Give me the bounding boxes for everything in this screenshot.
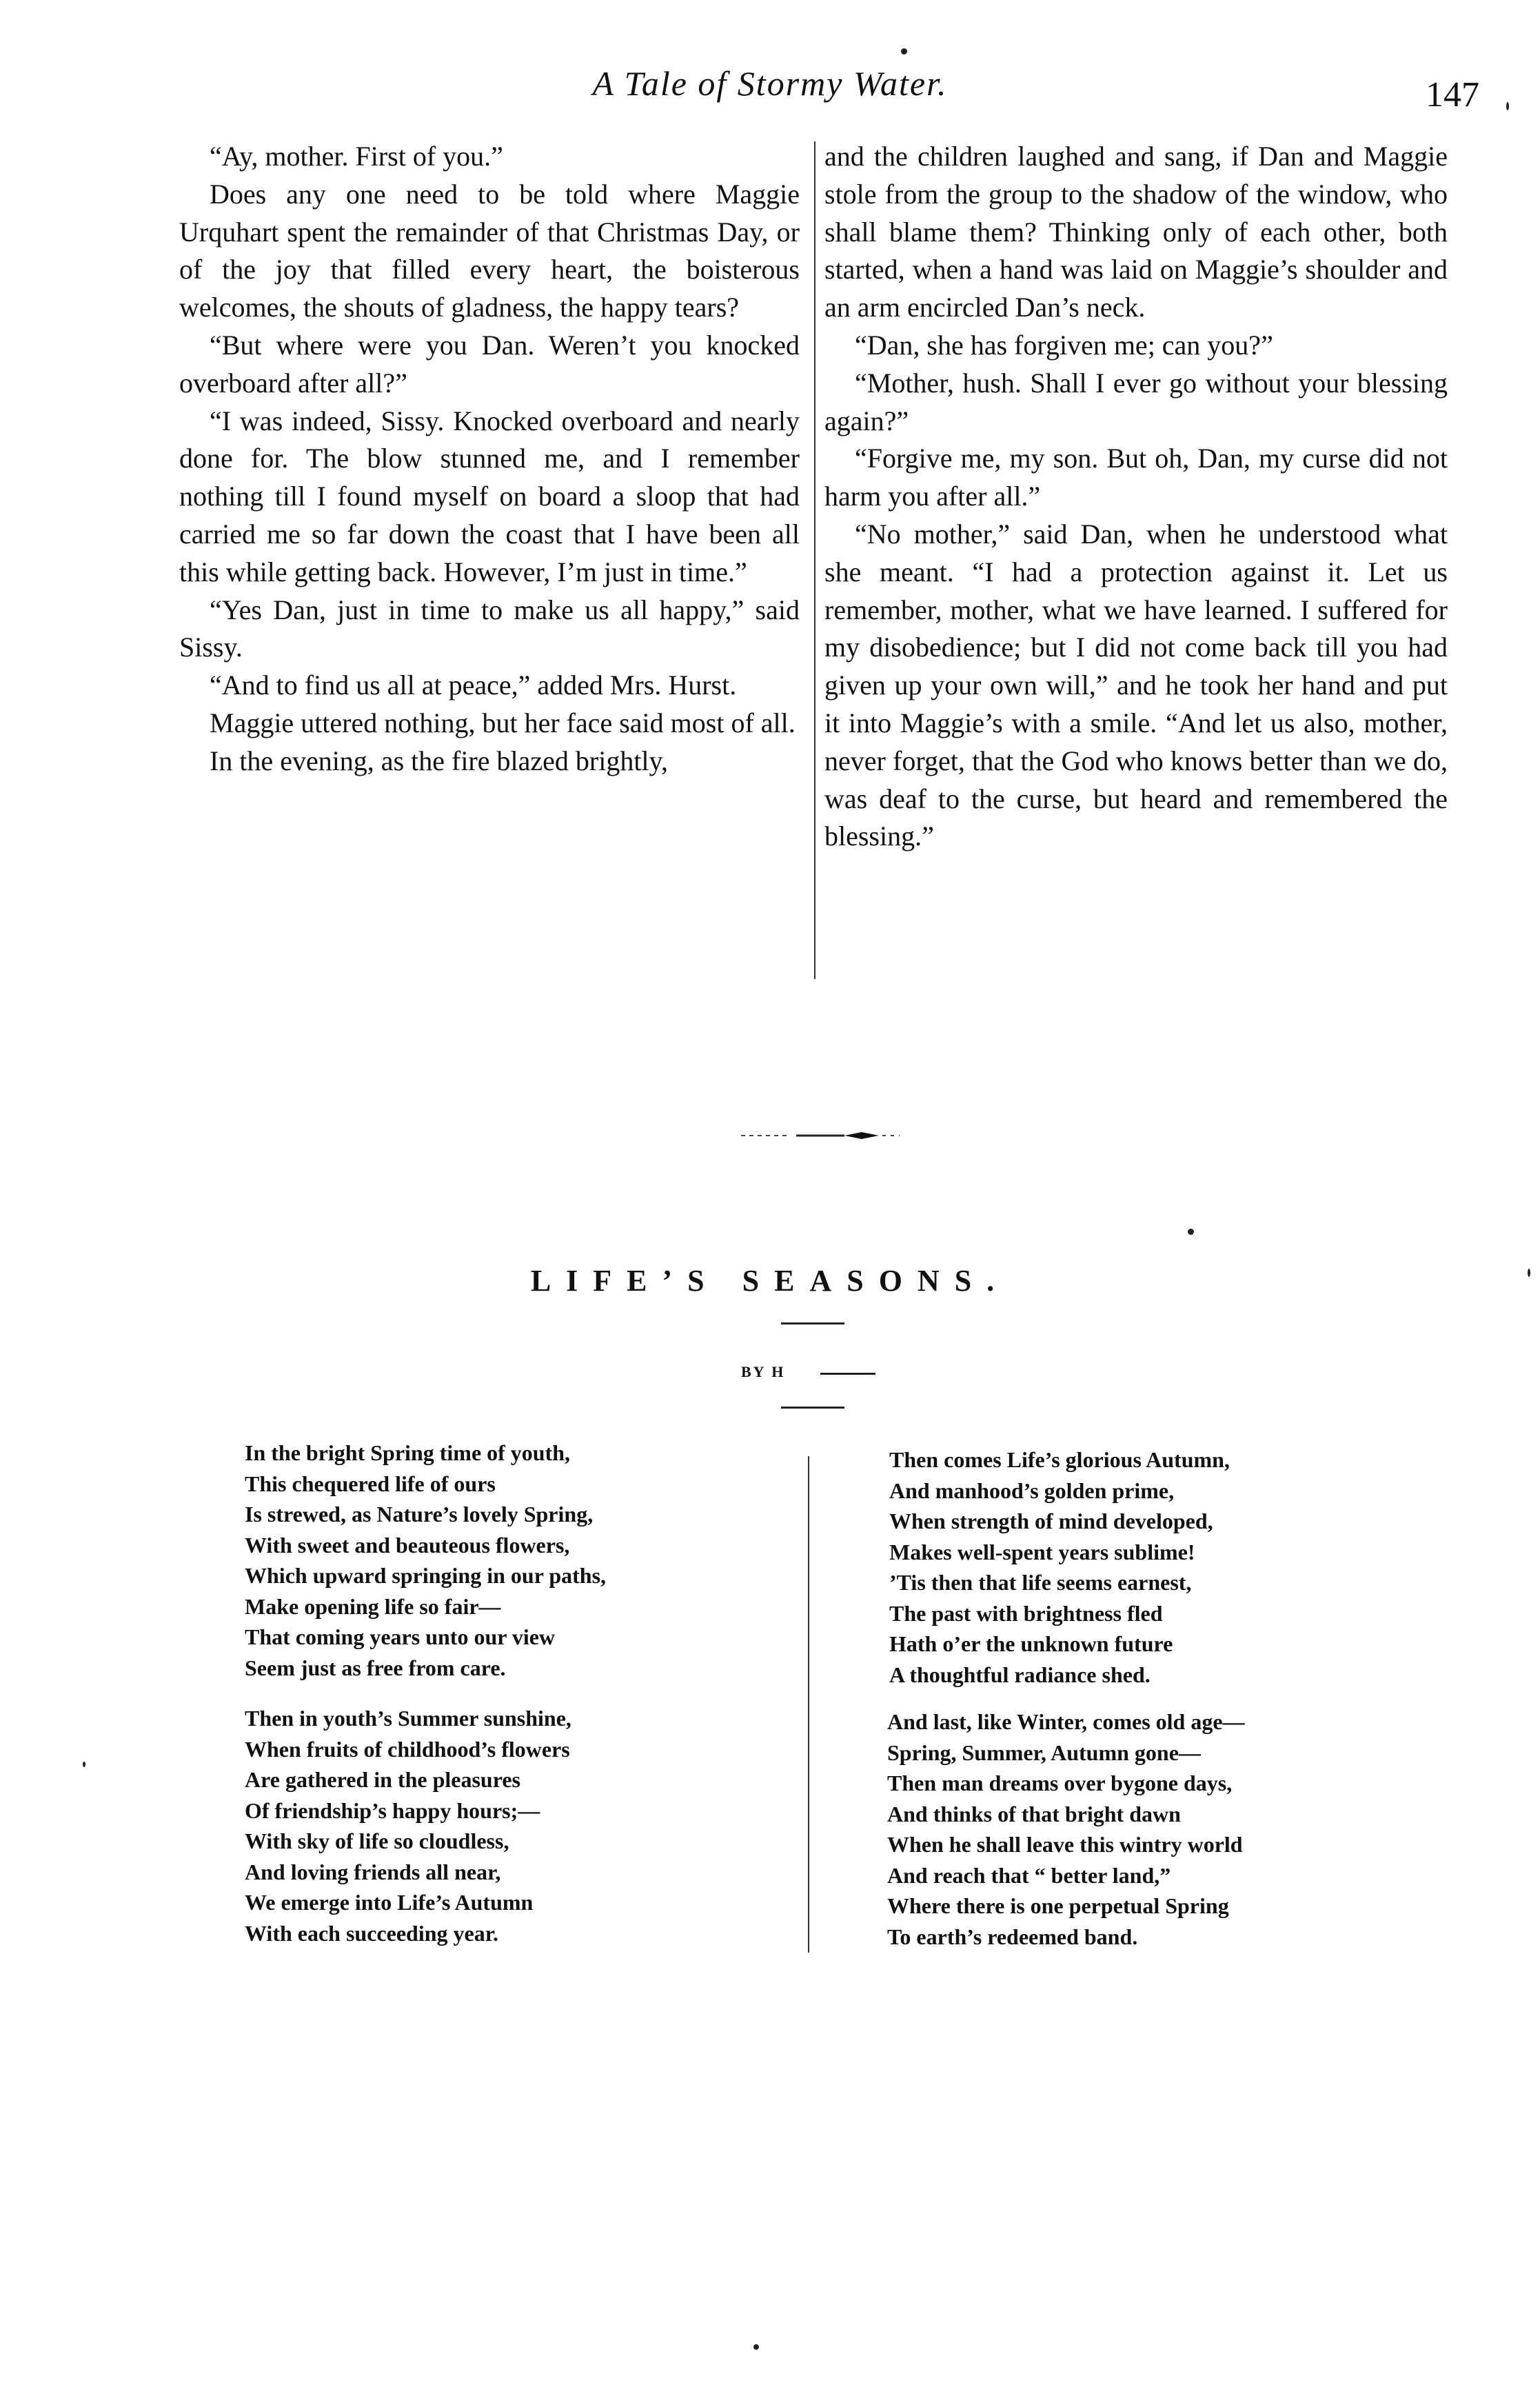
poem-line: We emerge into Life’s Autumn <box>245 1890 534 1915</box>
ink-speck <box>901 48 907 54</box>
poem-line: Are gathered in the pleasures <box>245 1767 520 1792</box>
poem-column-divider <box>808 1456 809 1953</box>
poem-line: Makes well-spent years sublime! <box>889 1539 1195 1564</box>
paragraph: Does any one need to be told where Maggie Urquhart spent the remainder of that Christmas Day, or of the joy that filled every heart, the boisterous welcomes, the shouts of gladness, the happy tears? <box>179 178 800 323</box>
title-rule <box>781 1322 844 1324</box>
poem-line: Where there is one perpetual Spring <box>887 1893 1229 1918</box>
poem-line: And reach that “ better land,” <box>887 1862 1171 1888</box>
ink-speck <box>1188 1229 1194 1235</box>
paragraph-continuation: and the children laughed and sang, if Dan and Maggie stole from the group to the shadow of the window, who shall blame them? Thinking only of each other, both started, when a hand was laid on Maggie’s shoulder and an arm encircled Dan’s neck. <box>824 141 1448 323</box>
poem-line: Then in youth’s Summer sunshine, <box>245 1706 571 1731</box>
ink-speck <box>753 2344 759 2350</box>
poem-line: And manhood’s golden prime, <box>889 1478 1175 1503</box>
poem-line: When strength of mind developed, <box>889 1509 1213 1533</box>
poem-line: Then man dreams over bygone days, <box>887 1771 1233 1795</box>
poem-stanza-4 <box>887 1706 1245 1952</box>
poem-line: That coming years unto our view <box>245 1624 556 1649</box>
paragraph: “Ay, mother. First of you.” <box>210 141 503 172</box>
story-column-left <box>179 138 800 780</box>
poem-line: Make opening life so fair— <box>245 1593 501 1619</box>
paragraph: “Forgive me, my son. But oh, Dan, my curse did not harm you after all.” <box>824 443 1448 512</box>
poem-line: A thoughtful radiance shed. <box>889 1662 1151 1687</box>
paragraph: “I was indeed, Sissy. Knocked overboard and nearly done for. The blow stunned me, and I remember nothing till I found myself on board a sloop that had carried me so far down the coast that I have been all this while getting back. However, I’m just in time.” <box>179 405 800 587</box>
poem-line: The past with brightness fled <box>889 1600 1163 1626</box>
poem-line: Then comes Life’s glorious Autumn, <box>889 1447 1230 1472</box>
poem-line: Seem just as free from care. <box>245 1655 506 1680</box>
poem-stanza-3 <box>889 1444 1230 1690</box>
paragraph: “No mother,” said Dan, when he understood what she meant. “I had a protection against it. Let us remember, mother, what we have learned. I suffered for my disobedience; but I did not come back till you had given up your own will,” and he took her hand and put it into Maggie’s with a smile. “And let us also, mother, never forget, that the God who knows better than we do, was deaf to the curse, but heard and remembered the blessing.” <box>824 518 1448 852</box>
poem-line: When fruits of childhood’s flowers <box>245 1736 570 1762</box>
poem-line: When he shall leave this wintry world <box>887 1832 1243 1857</box>
page-number: 147 <box>1426 75 1479 114</box>
paragraph: “Mother, hush. Shall I ever go without your blessing again?” <box>824 367 1448 436</box>
poem-stanza-2 <box>245 1703 571 1948</box>
poem-line: And loving friends all near, <box>245 1859 501 1884</box>
column-divider <box>814 141 815 979</box>
poem-byline: BY H <box>741 1363 786 1380</box>
paragraph: “And to find us all at peace,” added Mrs. Hurst. <box>210 669 737 701</box>
poem-title: LIFE’S SEASONS. <box>530 1264 1010 1298</box>
poem-line: Is strewed, as Nature’s lovely Spring, <box>245 1502 594 1527</box>
ink-speck <box>1528 1269 1530 1277</box>
running-head: A Tale of Stormy Water. <box>592 64 948 103</box>
poem-line: To earth’s redeemed band. <box>887 1924 1138 1949</box>
paragraph: “Yes Dan, just in time to make us all happy,” said Sissy. <box>179 594 800 663</box>
ink-speck <box>1506 102 1509 110</box>
paragraph: In the evening, as the fire blazed brightly, <box>210 745 668 776</box>
poem-stanza-1 <box>245 1438 606 1683</box>
poem-line: With sky of life so cloudless, <box>245 1828 509 1853</box>
title-rule <box>781 1407 844 1409</box>
byline-dash <box>820 1373 875 1375</box>
paragraph: “Dan, she has forgiven me; can you?” <box>855 329 1273 361</box>
paragraph: “But where were you Dan. Weren’t you knocked overboard after all?” <box>179 329 800 399</box>
poem-line: ’Tis then that life seems earnest, <box>889 1570 1192 1595</box>
poem-line: Of friendship’s happy hours;— <box>245 1797 540 1823</box>
poem-line: This chequered life of ours <box>245 1471 496 1496</box>
poem-line: And last, like Winter, comes old age— <box>887 1709 1245 1734</box>
ink-speck <box>83 1762 85 1767</box>
poem-line: With each succeeding year. <box>245 1920 498 1946</box>
poem-line: In the bright Spring time of youth, <box>245 1440 571 1465</box>
section-ornament <box>741 1131 900 1140</box>
paragraph: Maggie uttered nothing, but her face said most of all. <box>210 707 796 738</box>
poem-line: Hath o’er the unknown future <box>889 1631 1173 1656</box>
poem-line: With sweet and beauteous flowers, <box>245 1532 570 1558</box>
poem-line: And thinks of that bright dawn <box>887 1801 1181 1826</box>
poem-line: Which upward springing in our paths, <box>245 1563 607 1588</box>
poem-line: Spring, Summer, Autumn gone— <box>887 1740 1201 1765</box>
story-column-right <box>824 138 1448 856</box>
